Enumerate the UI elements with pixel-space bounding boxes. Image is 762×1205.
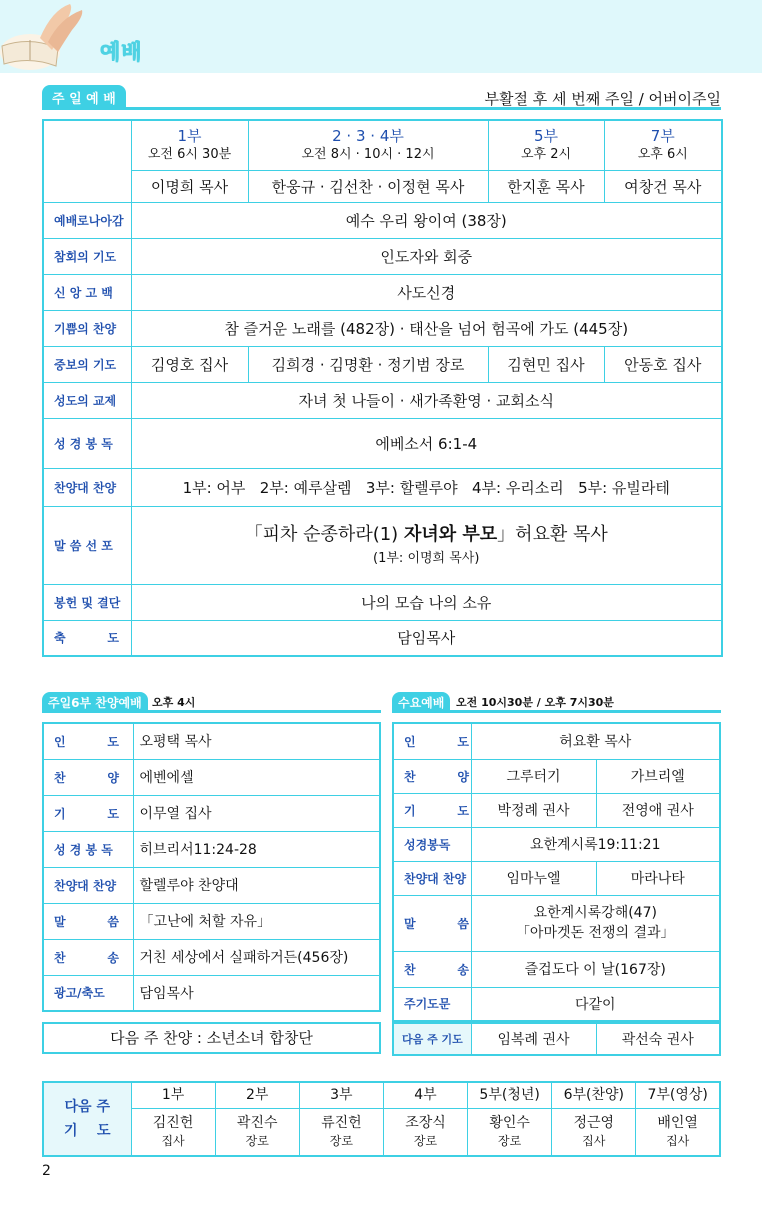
- next-service-4: 4부: [383, 1082, 467, 1108]
- next-person-5: 황인수 장로: [468, 1108, 552, 1156]
- row-label-offering: 봉헌 및 결단: [43, 584, 131, 620]
- next-service-6: 6부(찬양): [552, 1082, 636, 1108]
- row-label-sermon: 말 씀 선 포: [43, 506, 131, 584]
- wed-value-sermon: [471, 895, 720, 951]
- next-person-6: 정근영 집사: [552, 1108, 636, 1156]
- service-5-preacher: 한지훈 목사: [488, 170, 604, 202]
- service-5-header: 5부 오후 2시: [488, 120, 604, 170]
- intercession-4: 안동호 집사: [604, 346, 722, 382]
- next-person-1: 김진헌 집사: [131, 1108, 215, 1156]
- next-service-3: 3부: [299, 1082, 383, 1108]
- row-label-confession: 참회의 기도: [43, 238, 131, 274]
- row-value-fellowship: 자녀 첫 나들이 · 새가족환영 · 교회소식: [131, 382, 722, 418]
- sunday-worship-heading: [42, 88, 721, 110]
- service-2-4-preacher: 한웅규 · 김선찬 · 이정현 목사: [248, 170, 488, 202]
- wed-praise-1: 그루터기: [471, 759, 596, 793]
- row-label-scripture: 성 경 봉 독: [43, 418, 131, 468]
- wed-choir-1: 임마누엘: [471, 861, 596, 895]
- wed-label-lords-prayer: 주기도문: [393, 987, 471, 1021]
- wed-praise-2: 가브리엘: [596, 759, 720, 793]
- wed-label-scripture: 성경봉독: [393, 827, 471, 861]
- wed-prayer-1: 박정례 권사: [471, 793, 596, 827]
- six-value-praise: 에벤에셀: [133, 759, 380, 795]
- next-week-praise: 다음 주 찬양 : 소년소녀 합창단: [42, 1022, 381, 1054]
- page-title: 예배: [100, 40, 143, 64]
- row-label-intercession: 중보의 기도: [43, 346, 131, 382]
- row-value-sermon: [131, 506, 722, 584]
- sunday-order-table: [42, 119, 723, 657]
- sixth-service-table: [42, 722, 381, 1012]
- six-label-scripture: 성 경 봉 독: [43, 831, 133, 867]
- six-label-prayer: 기 도: [43, 795, 133, 831]
- wed-label-hymn: 찬 송: [393, 951, 471, 987]
- service-7-header: 7부 오후 6시: [604, 120, 722, 170]
- row-value-call: 예수 우리 왕이여 (38장): [131, 202, 722, 238]
- service-2-4-header: 2 · 3 · 4부 오전 8시 · 10시 · 12시: [248, 120, 488, 170]
- table-corner: [43, 120, 131, 202]
- row-value-offering: 나의 모습 나의 소유: [131, 584, 722, 620]
- sunday-occasion: 부활절 후 세 번째 주일 / 어버이주일: [484, 90, 721, 108]
- six-label-hymn: 찬 송: [43, 939, 133, 975]
- wed-label-sermon: 말 씀: [393, 895, 471, 951]
- sixth-service-heading: [42, 693, 381, 713]
- next-week-prayer-table: [42, 1081, 721, 1157]
- six-label-leader: 인 도: [43, 723, 133, 759]
- wed-next-prayer-1: 임복례 권사: [471, 1023, 596, 1055]
- next-service-1: 1부: [131, 1082, 215, 1108]
- next-week-label-line2: 기 도: [63, 1123, 111, 1139]
- six-value-scripture: 히브리서11:24-28: [133, 831, 380, 867]
- wednesday-next-prayer-table: [392, 1022, 721, 1056]
- row-value-joy: 참 즐거운 노래를 (482장) · 태산을 넘어 험곡에 가도 (445장): [131, 310, 722, 346]
- service-7-preacher: 여창건 목사: [604, 170, 722, 202]
- six-value-closing: 담임목사: [133, 975, 380, 1011]
- wed-next-prayer-label: 다음 주 기도: [393, 1023, 471, 1055]
- next-service-5: 5부(청년): [468, 1082, 552, 1108]
- next-person-2: 곽진수 장로: [215, 1108, 299, 1156]
- row-label-fellowship: 성도의 교제: [43, 382, 131, 418]
- six-value-choir: 할렐루야 찬양대: [133, 867, 380, 903]
- six-value-sermon: 「고난에 처할 자유」: [133, 903, 380, 939]
- wed-value-lords-prayer: 다같이: [471, 987, 720, 1021]
- wednesday-heading: [392, 693, 721, 713]
- wed-next-prayer-2: 곽선숙 권사: [596, 1023, 720, 1055]
- next-week-label: [43, 1082, 131, 1156]
- praying-hands-bible-image: [0, 0, 96, 73]
- row-label-call: 예배로나아감: [43, 202, 131, 238]
- wed-value-leader: 허요환 목사: [471, 723, 720, 759]
- six-label-sermon: 말 씀: [43, 903, 133, 939]
- row-value-benediction: 담임목사: [131, 620, 722, 656]
- row-label-creed: 신 앙 고 백: [43, 274, 131, 310]
- row-value-confession: 인도자와 회중: [131, 238, 722, 274]
- next-person-4: 조장식 장로: [383, 1108, 467, 1156]
- sermon-title-line: 「피차 순종하라(1) 자녀와 부모」허요환 목사: [244, 524, 608, 545]
- header-band: [0, 0, 762, 73]
- sixth-service-time: 오후 4시: [152, 696, 196, 709]
- row-value-choir: 1부: 어부 2부: 예루살렘 3부: 할렐루야 4부: 우리소리 5부: 유빌라테: [131, 468, 722, 506]
- sunday-worship-tag: 주 일 예 배: [42, 85, 126, 110]
- wed-value-scripture: 요한계시록19:11:21: [471, 827, 720, 861]
- row-value-creed: 사도신경: [131, 274, 722, 310]
- six-label-praise: 찬 양: [43, 759, 133, 795]
- sixth-service-tag: 주일6부 찬양예배: [42, 692, 148, 713]
- wed-choir-2: 마라나타: [596, 861, 720, 895]
- wed-label-prayer: 기 도: [393, 793, 471, 827]
- wednesday-time: 오전 10시30분 / 오후 7시30분: [456, 696, 614, 709]
- service-1-preacher: 이명희 목사: [131, 170, 248, 202]
- six-label-closing: 광고/축도: [43, 975, 133, 1011]
- wed-label-leader: 인 도: [393, 723, 471, 759]
- wed-value-hymn: 즐겁도다 이 날(167장): [471, 951, 720, 987]
- wednesday-tag: 수요예배: [392, 692, 450, 713]
- next-person-7: 배인열 집사: [636, 1108, 720, 1156]
- wed-label-choir: 찬양대 찬양: [393, 861, 471, 895]
- row-label-choir: 찬양대 찬양: [43, 468, 131, 506]
- row-value-scripture: 에베소서 6:1-4: [131, 418, 722, 468]
- row-label-joy: 기쁨의 찬양: [43, 310, 131, 346]
- six-value-prayer: 이무열 집사: [133, 795, 380, 831]
- wednesday-table: [392, 722, 721, 1022]
- wed-sermon-line1: 요한계시록강해(47): [533, 905, 657, 921]
- intercession-1: 김영호 집사: [131, 346, 248, 382]
- next-service-2: 2부: [215, 1082, 299, 1108]
- wed-prayer-2: 전영애 권사: [596, 793, 720, 827]
- six-label-choir: 찬양대 찬양: [43, 867, 133, 903]
- six-value-hymn: 거친 세상에서 실패하거든(456장): [133, 939, 380, 975]
- page-number: 2: [42, 1163, 51, 1179]
- intercession-3: 김현민 집사: [488, 346, 604, 382]
- wed-sermon-line2: 「아마겟돈 전쟁의 결과」: [515, 925, 675, 941]
- next-person-3: 류진헌 장로: [299, 1108, 383, 1156]
- next-week-label-line1: 다음 주: [64, 1099, 110, 1115]
- sermon-subline: (1부: 이명희 목사): [373, 551, 480, 566]
- wed-label-praise: 찬 양: [393, 759, 471, 793]
- service-1-header: 1부 오전 6시 30분: [131, 120, 248, 170]
- row-label-benediction: 축 도: [43, 620, 131, 656]
- intercession-2: 김희경 · 김명환 · 정기범 장로: [248, 346, 488, 382]
- next-service-7: 7부(영상): [636, 1082, 720, 1108]
- six-value-leader: 오평택 목사: [133, 723, 380, 759]
